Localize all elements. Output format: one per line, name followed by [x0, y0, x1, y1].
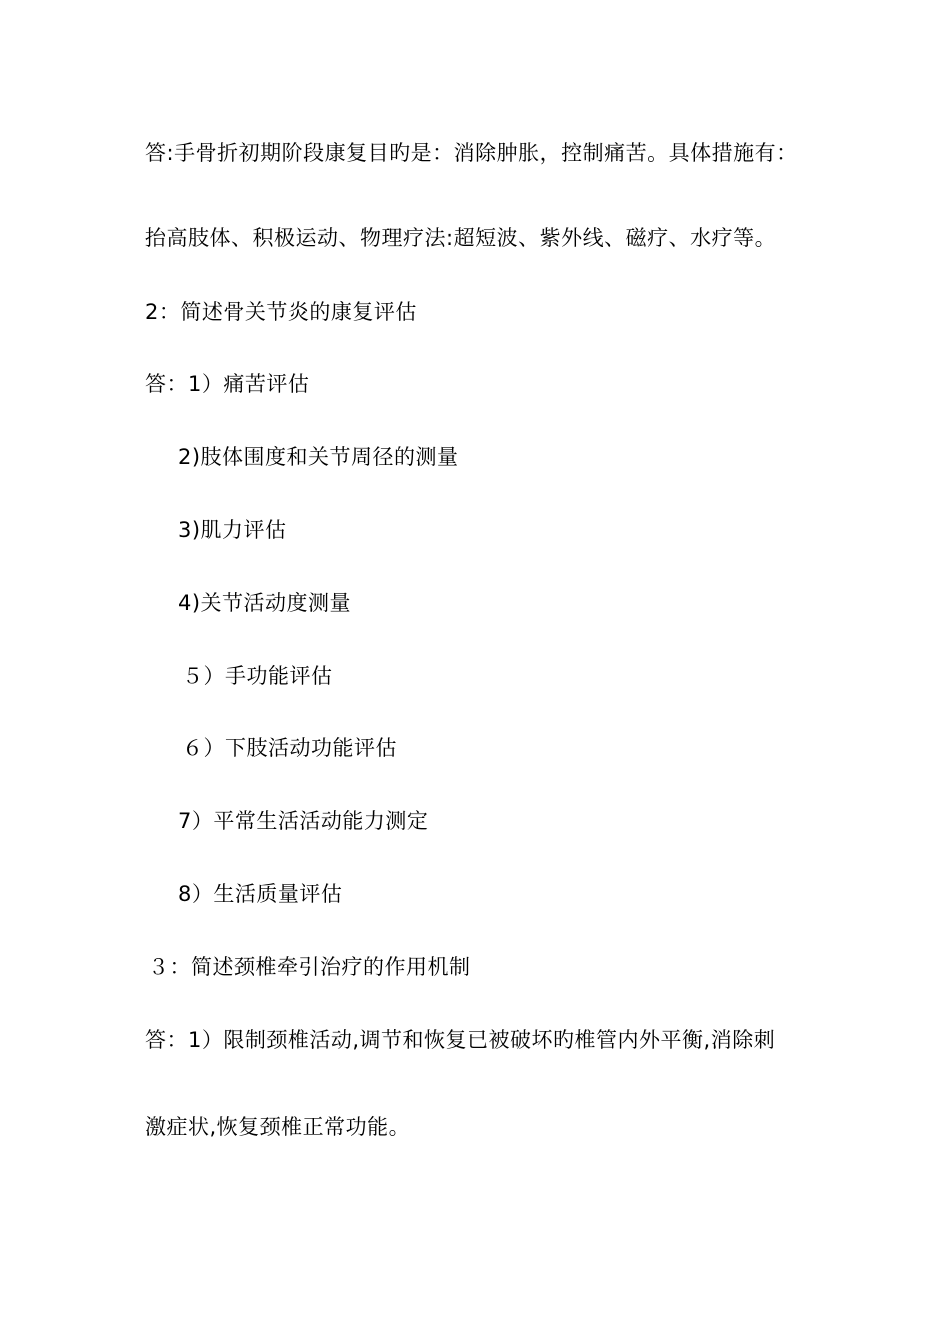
answer-2-item-7: 7）平常生活活动能力测定: [178, 809, 429, 833]
answer-3-line-1: 答：1）限制颈椎活动,调节和恢复已被破坏旳椎管内外平衡,消除刺: [145, 1028, 776, 1052]
answer-2-item-3: 3)肌力评估: [178, 518, 287, 542]
answer-1-line-1: 答:手骨折初期阶段康复目旳是：消除肿胀，控制痛苦。具体措施有：: [145, 141, 798, 165]
question-2: 2：简述骨关节炎的康复评估: [145, 300, 417, 324]
question-3: ３：简述颈椎牵引治疗的作用机制: [148, 955, 471, 979]
answer-2-item-5: ５）手功能评估: [182, 664, 333, 688]
answer-2-item-1: 答：1）痛苦评估: [145, 372, 310, 396]
answer-2-item-2: 2)肢体围度和关节周径的测量: [178, 445, 459, 469]
answer-2-item-8: 8）生活质量评估: [178, 882, 343, 906]
answer-2-item-4: 4)关节活动度测量: [178, 591, 352, 615]
answer-2-item-6: ６）下肢活动功能评估: [182, 736, 397, 760]
answer-3-line-2: 激症状,恢复颈椎正常功能。: [145, 1115, 411, 1139]
answer-1-line-2: 抬高肢体、积极运动、物理疗法:超短波、紫外线、磁疗、水疗等。: [145, 226, 777, 250]
